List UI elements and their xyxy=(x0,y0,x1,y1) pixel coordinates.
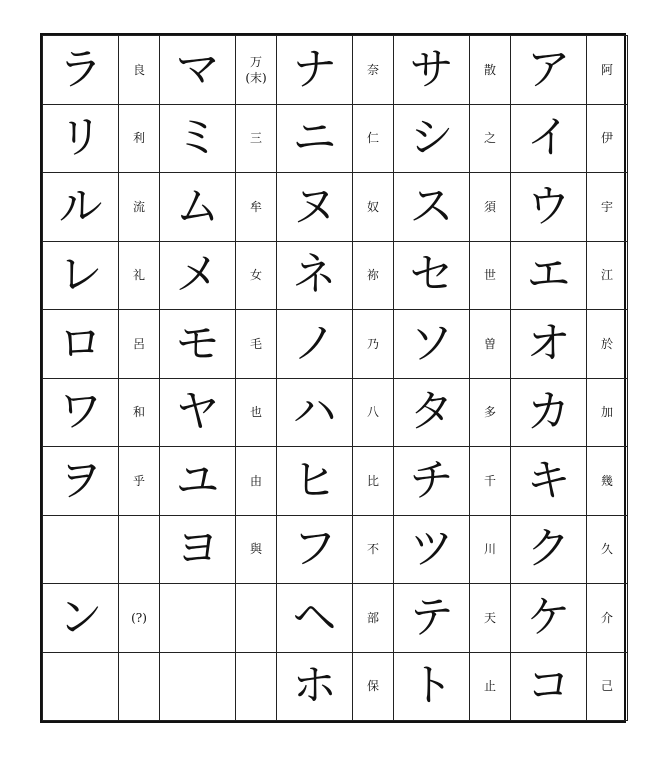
kana-cell: ワ xyxy=(43,378,119,447)
source-kanji-cell: 由 xyxy=(236,447,277,516)
table-row xyxy=(43,104,628,173)
source-kanji-cell: 良 xyxy=(119,36,160,105)
source-kanji-cell: 散 xyxy=(470,36,511,105)
source-kanji-cell: 己 xyxy=(587,652,628,721)
source-kanji-cell: 千 xyxy=(470,447,511,516)
source-kanji-cell: (?) xyxy=(119,584,160,653)
source-kanji-main: 万 xyxy=(249,54,262,69)
source-kanji-cell: 乃 xyxy=(353,310,394,379)
source-kanji-cell: 保 xyxy=(353,652,394,721)
source-kanji-cell: 加 xyxy=(587,378,628,447)
source-kanji-cell: 礼 xyxy=(119,241,160,310)
kana-cell: ヒ xyxy=(277,447,353,516)
source-kanji-cell: 乎 xyxy=(119,447,160,516)
kana-cell: セ xyxy=(394,241,470,310)
source-kanji-cell xyxy=(236,652,277,721)
kana-cell: タ xyxy=(394,378,470,447)
kana-cell: ユ xyxy=(160,447,236,516)
kana-cell: ホ xyxy=(277,652,353,721)
source-kanji-cell: 幾 xyxy=(587,447,628,516)
kana-cell: ヤ xyxy=(160,378,236,447)
kana-cell: ス xyxy=(394,173,470,242)
kana-cell: ケ xyxy=(511,584,587,653)
source-kanji-cell: 多 xyxy=(470,378,511,447)
kana-cell: ハ xyxy=(277,378,353,447)
kana-cell: ミ xyxy=(160,104,236,173)
katakana-table xyxy=(42,35,628,721)
kana-cell: ラ xyxy=(43,36,119,105)
source-kanji-cell: 曽 xyxy=(470,310,511,379)
kana-cell xyxy=(160,652,236,721)
kana-cell: ト xyxy=(394,652,470,721)
source-kanji-cell: 於 xyxy=(587,310,628,379)
kana-cell: イ xyxy=(511,104,587,173)
source-kanji-cell: 與 xyxy=(236,515,277,584)
source-kanji-cell: 流 xyxy=(119,173,160,242)
kana-cell: ア xyxy=(511,36,587,105)
table-row xyxy=(43,173,628,242)
source-kanji-cell xyxy=(119,515,160,584)
table-row xyxy=(43,515,628,584)
kana-cell: ヘ xyxy=(277,584,353,653)
table-row xyxy=(43,36,628,105)
source-kanji-cell: 比 xyxy=(353,447,394,516)
kana-cell: ナ xyxy=(277,36,353,105)
source-kanji-cell: 也 xyxy=(236,378,277,447)
source-kanji-cell: 之 xyxy=(470,104,511,173)
source-kanji-cell: 伊 xyxy=(587,104,628,173)
source-kanji-cell: 和 xyxy=(119,378,160,447)
source-kanji-cell: 三 xyxy=(236,104,277,173)
source-kanji-cell: 毛 xyxy=(236,310,277,379)
table-body xyxy=(43,36,628,721)
kana-cell xyxy=(43,652,119,721)
source-kanji-cell: 不 xyxy=(353,515,394,584)
kana-cell: リ xyxy=(43,104,119,173)
kana-cell: ツ xyxy=(394,515,470,584)
source-kanji-cell: 久 xyxy=(587,515,628,584)
source-kanji-cell: 呂 xyxy=(119,310,160,379)
source-kanji-cell: 止 xyxy=(470,652,511,721)
kana-cell: コ xyxy=(511,652,587,721)
source-kanji-cell: 仁 xyxy=(353,104,394,173)
table-row xyxy=(43,447,628,516)
kana-cell: メ xyxy=(160,241,236,310)
table-row xyxy=(43,241,628,310)
kana-cell: キ xyxy=(511,447,587,516)
kana-cell: ル xyxy=(43,173,119,242)
source-kanji-cell: 宇 xyxy=(587,173,628,242)
source-kanji-cell xyxy=(236,36,277,105)
kana-cell: ニ xyxy=(277,104,353,173)
source-kanji-cell xyxy=(236,584,277,653)
kana-cell: エ xyxy=(511,241,587,310)
table-row xyxy=(43,378,628,447)
kana-cell: レ xyxy=(43,241,119,310)
kana-cell: カ xyxy=(511,378,587,447)
source-kanji-cell: 女 xyxy=(236,241,277,310)
kana-cell: ノ xyxy=(277,310,353,379)
kana-cell: フ xyxy=(277,515,353,584)
source-kanji-cell: 川 xyxy=(470,515,511,584)
kana-cell: オ xyxy=(511,310,587,379)
kana-cell: ム xyxy=(160,173,236,242)
source-kanji-cell: 介 xyxy=(587,584,628,653)
source-kanji-cell: 奈 xyxy=(353,36,394,105)
source-kanji-cell: 八 xyxy=(353,378,394,447)
kana-cell: ロ xyxy=(43,310,119,379)
kana-cell: サ xyxy=(394,36,470,105)
source-kanji-cell: 江 xyxy=(587,241,628,310)
katakana-origin-chart xyxy=(40,33,626,723)
source-kanji-cell: 阿 xyxy=(587,36,628,105)
kana-cell: シ xyxy=(394,104,470,173)
kana-cell: ク xyxy=(511,515,587,584)
source-kanji-cell: 奴 xyxy=(353,173,394,242)
kana-cell: モ xyxy=(160,310,236,379)
table-row xyxy=(43,652,628,721)
kana-cell: ン xyxy=(43,584,119,653)
kana-cell: ネ xyxy=(277,241,353,310)
source-kanji-cell: 天 xyxy=(470,584,511,653)
kana-cell: ヲ xyxy=(43,447,119,516)
source-kanji-cell: 部 xyxy=(353,584,394,653)
source-kanji-cell: 利 xyxy=(119,104,160,173)
kana-cell: ヨ xyxy=(160,515,236,584)
source-kanji-cell: 祢 xyxy=(353,241,394,310)
table-row xyxy=(43,310,628,379)
kana-cell xyxy=(43,515,119,584)
source-kanji-cell: 須 xyxy=(470,173,511,242)
kana-cell: チ xyxy=(394,447,470,516)
source-kanji-cell xyxy=(119,652,160,721)
source-kanji-alt: (末) xyxy=(245,70,267,85)
kana-cell: ソ xyxy=(394,310,470,379)
kana-cell: ヌ xyxy=(277,173,353,242)
kana-cell xyxy=(160,584,236,653)
source-kanji-cell: 世 xyxy=(470,241,511,310)
kana-cell: マ xyxy=(160,36,236,105)
kana-cell: ウ xyxy=(511,173,587,242)
kana-cell: テ xyxy=(394,584,470,653)
source-kanji-cell: 牟 xyxy=(236,173,277,242)
table-row xyxy=(43,584,628,653)
